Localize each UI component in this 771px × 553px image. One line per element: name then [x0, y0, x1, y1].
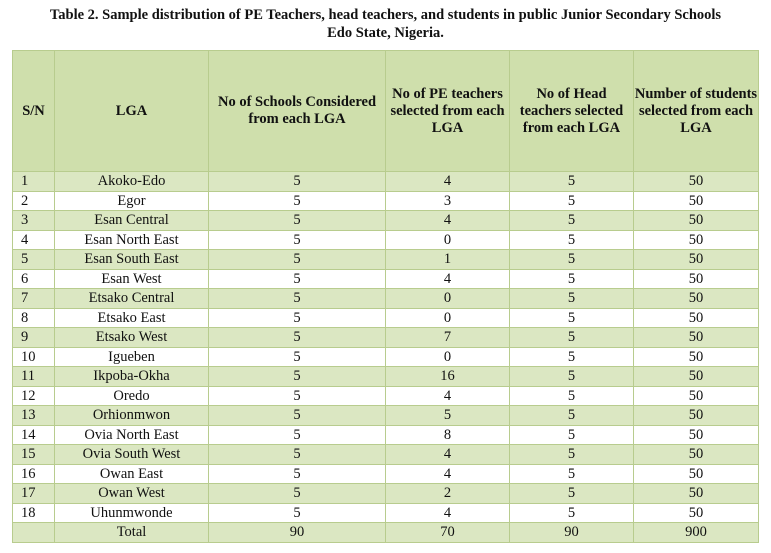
cell-students: 50	[634, 269, 759, 289]
table-row	[13, 191, 759, 211]
caption-line-1: Table 2. Sample distribution of PE Teachers, head teachers, and students in public Junior Secondary Schools	[49, 7, 722, 23]
cell-pe-teachers: 4	[386, 386, 510, 406]
cell-students: 50	[634, 367, 759, 387]
cell-lga: Ovia South West	[55, 445, 209, 465]
table-row	[13, 289, 759, 309]
cell-pe-teachers: 16	[386, 367, 510, 387]
caption-line-2: Edo State, Nigeria.	[327, 25, 444, 41]
total-label: Total	[55, 523, 209, 543]
cell-schools: 5	[209, 211, 386, 231]
table-row	[13, 172, 759, 192]
cell-pe-teachers: 4	[386, 211, 510, 231]
cell-pe-teachers: 4	[386, 445, 510, 465]
cell-sn: 17	[13, 484, 55, 504]
cell-head-teachers: 5	[510, 328, 634, 348]
header-sn: S/N	[13, 51, 55, 172]
header-head-teachers: No of Head teachers selected from each LGA	[510, 51, 634, 172]
cell-schools: 5	[209, 191, 386, 211]
cell-students: 50	[634, 503, 759, 523]
cell-schools: 5	[209, 250, 386, 270]
cell-sn: 3	[13, 211, 55, 231]
cell-lga: Orhionmwon	[55, 406, 209, 426]
cell-schools: 5	[209, 464, 386, 484]
cell-schools: 5	[209, 172, 386, 192]
cell-sn: 15	[13, 445, 55, 465]
cell-pe-teachers: 2	[386, 484, 510, 504]
total-schools: 90	[209, 523, 386, 543]
cell-lga: Etsako Central	[55, 289, 209, 309]
cell-lga: Owan West	[55, 484, 209, 504]
cell-lga: Ovia North East	[55, 425, 209, 445]
cell-head-teachers: 5	[510, 464, 634, 484]
cell-lga: Egor	[55, 191, 209, 211]
cell-sn: 2	[13, 191, 55, 211]
header-schools: No of Schools Considered from each LGA	[209, 51, 386, 172]
cell-head-teachers: 5	[510, 211, 634, 231]
cell-head-teachers: 5	[510, 347, 634, 367]
cell-lga: Esan South East	[55, 250, 209, 270]
cell-pe-teachers: 5	[386, 406, 510, 426]
cell-schools: 5	[209, 406, 386, 426]
cell-schools: 5	[209, 503, 386, 523]
cell-head-teachers: 5	[510, 269, 634, 289]
cell-head-teachers: 5	[510, 191, 634, 211]
cell-lga: Oredo	[55, 386, 209, 406]
cell-sn: 7	[13, 289, 55, 309]
cell-students: 50	[634, 406, 759, 426]
cell-schools: 5	[209, 425, 386, 445]
table-body	[13, 172, 759, 543]
cell-sn: 13	[13, 406, 55, 426]
cell-pe-teachers: 4	[386, 503, 510, 523]
cell-pe-teachers: 8	[386, 425, 510, 445]
cell-sn: 8	[13, 308, 55, 328]
cell-sn: 12	[13, 386, 55, 406]
cell-pe-teachers: 0	[386, 308, 510, 328]
cell-pe-teachers: 4	[386, 172, 510, 192]
cell-schools: 5	[209, 328, 386, 348]
total-row	[13, 523, 759, 543]
table-row	[13, 347, 759, 367]
cell-lga: Uhunmwonde	[55, 503, 209, 523]
cell-lga: Igueben	[55, 347, 209, 367]
header-row	[13, 51, 759, 172]
table-row	[13, 367, 759, 387]
cell-lga: Akoko-Edo	[55, 172, 209, 192]
table-caption	[0, 0, 771, 42]
cell-lga: Etsako East	[55, 308, 209, 328]
cell-pe-teachers: 7	[386, 328, 510, 348]
cell-students: 50	[634, 191, 759, 211]
cell-sn: 5	[13, 250, 55, 270]
cell-sn: 18	[13, 503, 55, 523]
table-row	[13, 308, 759, 328]
cell-schools: 5	[209, 308, 386, 328]
cell-head-teachers: 5	[510, 367, 634, 387]
table-row	[13, 328, 759, 348]
cell-students: 50	[634, 172, 759, 192]
cell-students: 50	[634, 425, 759, 445]
cell-sn: 1	[13, 172, 55, 192]
cell-lga: Etsako West	[55, 328, 209, 348]
cell-head-teachers: 5	[510, 425, 634, 445]
total-head-teachers: 90	[510, 523, 634, 543]
total-pe-teachers: 70	[386, 523, 510, 543]
cell-schools: 5	[209, 386, 386, 406]
cell-pe-teachers: 1	[386, 250, 510, 270]
cell-pe-teachers: 3	[386, 191, 510, 211]
table-row	[13, 386, 759, 406]
cell-schools: 5	[209, 230, 386, 250]
cell-students: 50	[634, 250, 759, 270]
table-row	[13, 269, 759, 289]
cell-lga: Ikpoba-Okha	[55, 367, 209, 387]
cell-head-teachers: 5	[510, 250, 634, 270]
cell-students: 50	[634, 347, 759, 367]
cell-sn: 10	[13, 347, 55, 367]
cell-head-teachers: 5	[510, 484, 634, 504]
table-row	[13, 425, 759, 445]
cell-students: 50	[634, 386, 759, 406]
cell-pe-teachers: 0	[386, 230, 510, 250]
cell-lga: Esan North East	[55, 230, 209, 250]
cell-students: 50	[634, 308, 759, 328]
cell-lga: Esan West	[55, 269, 209, 289]
cell-sn: 4	[13, 230, 55, 250]
cell-schools: 5	[209, 289, 386, 309]
cell-head-teachers: 5	[510, 230, 634, 250]
cell-schools: 5	[209, 347, 386, 367]
header-students: Number of students selected from each LGA	[634, 51, 759, 172]
cell-sn: 9	[13, 328, 55, 348]
table-row	[13, 503, 759, 523]
cell-schools: 5	[209, 484, 386, 504]
cell-students: 50	[634, 484, 759, 504]
cell-head-teachers: 5	[510, 386, 634, 406]
cell-students: 50	[634, 464, 759, 484]
cell-sn: 6	[13, 269, 55, 289]
cell-pe-teachers: 0	[386, 289, 510, 309]
table-row	[13, 230, 759, 250]
cell-students: 50	[634, 328, 759, 348]
cell-head-teachers: 5	[510, 406, 634, 426]
cell-pe-teachers: 4	[386, 269, 510, 289]
total-sn	[13, 523, 55, 543]
cell-students: 50	[634, 211, 759, 231]
cell-sn: 14	[13, 425, 55, 445]
cell-schools: 5	[209, 445, 386, 465]
cell-sn: 16	[13, 464, 55, 484]
cell-head-teachers: 5	[510, 445, 634, 465]
header-pe-teachers: No of PE teachers selected from each LGA	[386, 51, 510, 172]
cell-schools: 5	[209, 269, 386, 289]
cell-lga: Esan Central	[55, 211, 209, 231]
table-row	[13, 464, 759, 484]
table-row	[13, 250, 759, 270]
total-students: 900	[634, 523, 759, 543]
cell-head-teachers: 5	[510, 172, 634, 192]
header-lga: LGA	[55, 51, 209, 172]
cell-sn: 11	[13, 367, 55, 387]
cell-head-teachers: 5	[510, 308, 634, 328]
distribution-table	[12, 50, 759, 543]
cell-head-teachers: 5	[510, 289, 634, 309]
cell-students: 50	[634, 289, 759, 309]
cell-students: 50	[634, 445, 759, 465]
cell-pe-teachers: 4	[386, 464, 510, 484]
cell-students: 50	[634, 230, 759, 250]
table-row	[13, 406, 759, 426]
cell-head-teachers: 5	[510, 503, 634, 523]
cell-pe-teachers: 0	[386, 347, 510, 367]
table-row	[13, 211, 759, 231]
cell-schools: 5	[209, 367, 386, 387]
cell-lga: Owan East	[55, 464, 209, 484]
table-row	[13, 484, 759, 504]
table-row	[13, 445, 759, 465]
